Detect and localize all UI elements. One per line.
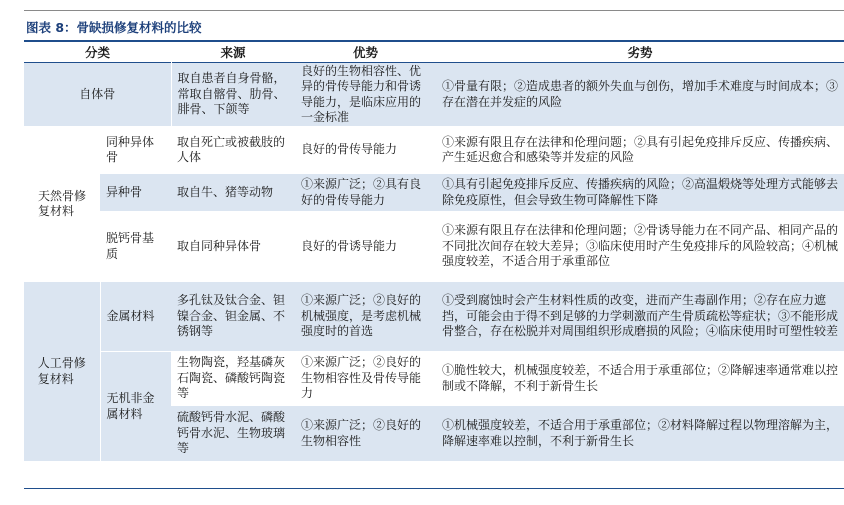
group-autologous: 自体骨 [24, 63, 171, 127]
cell-disadvantage: ①脆性较大，机械强度较差，不适合用于承重部位；②降解速率通常难以控制或不降解，不利于新骨生长 [436, 352, 844, 406]
cell-subcategory: 脱钙骨基质 [100, 212, 171, 282]
top-rule [24, 10, 844, 11]
figure-title: 图表 8：骨缺损修复材料的比较 [26, 20, 202, 35]
header-source: 来源 [171, 44, 295, 63]
cell-advantage: ①来源广泛；②良好的生物相容性及骨传导能力 [295, 352, 436, 406]
title-rule [24, 40, 844, 42]
group-natural: 天然骨修复材料 [24, 127, 100, 282]
cell-advantage: 良好的生物相容性、优异的骨传导能力和骨诱导能力，是临床应用的一金标准 [295, 63, 436, 127]
table-row [24, 63, 844, 127]
cell-source: 取自同种异体骨 [171, 212, 295, 282]
cell-advantage: ①来源广泛；②良好的机械强度，是考虑机械强度时的首选 [295, 282, 436, 352]
header-advantage: 优势 [295, 44, 436, 63]
cell-subcategory: 金属材料 [100, 282, 171, 352]
cell-disadvantage: ①来源有限且存在法律和伦理问题；②骨诱导能力在不同产品、相同产品的不同批次间存在较大差异；③临床使用时产生免疫排斥的风险较高；④机械强度较差，不适合用于承重部位 [436, 212, 844, 282]
cell-source: 取自患者自身骨骼，常取自髂骨、肋骨、 腓骨、下颌等 [171, 63, 295, 127]
cell-advantage: 良好的骨传导能力 [295, 127, 436, 174]
cell-disadvantage: ①受到腐蚀时会产生材料性质的改变，进而产生毒副作用；②存在应力遮挡，可能会由于得不到足够的力学刺激而产生骨质疏松等症状；③不能形成骨整合，存在松脱并对周围组织形成磨损的风险；④临床使用时可塑性较差 [436, 282, 844, 352]
cell-advantage: 良好的骨诱导能力 [295, 212, 436, 282]
cell-advantage: ①来源广泛；②良好的生物相容性 [295, 406, 436, 462]
cell-source: 取自牛、猪等动物 [171, 174, 295, 212]
table-row [24, 282, 844, 352]
cell-subcategory: 异种骨 [100, 174, 171, 212]
cell-subcategory: 同种异体骨 [100, 127, 171, 174]
cell-disadvantage: ①来源有限且存在法律和伦理问题；②具有引起免疫排斥反应、传播疾病、产生延迟愈合和感染等并发症的风险 [436, 127, 844, 174]
cell-disadvantage: ①机械强度较差，不适合用于承重部位；②材料降解过程以物理溶解为主，降解速率难以控制，不利于新骨生长 [436, 406, 844, 462]
cell-source: 硫酸钙骨水泥、磷酸钙骨水泥、生物玻璃等 [171, 406, 295, 462]
table-row [24, 212, 844, 282]
bottom-rule [24, 488, 844, 489]
cell-source: 取自死亡或被截肢的人体 [171, 127, 295, 174]
cell-source: 多孔钛及钛合金、钽镍合金、钽金属、不锈钢等 [171, 282, 295, 352]
table-row [24, 352, 844, 406]
group-artificial: 人工骨修复材料 [24, 282, 100, 462]
table-row [24, 127, 844, 174]
header-category: 分类 [24, 44, 171, 63]
comparison-table [24, 44, 844, 462]
table-row [24, 174, 844, 212]
cell-advantage: ①来源广泛；②具有良好的骨传导能力 [295, 174, 436, 212]
header-disadvantage: 劣势 [436, 44, 844, 63]
cell-source: 生物陶瓷，羟基磷灰石陶瓷、磷酸钙陶瓷等 [171, 352, 295, 406]
table-header-row [24, 44, 844, 63]
group-inorganic: 无机非金属材料 [100, 352, 171, 462]
cell-disadvantage: ①具有引起免疫排斥反应、传播疾病的风险；②高温煅烧等处理方式能够去除免疫原性，但会导致生物可降解性下降 [436, 174, 844, 212]
cell-disadvantage: ①骨量有限；②造成患者的额外失血与创伤，增加手术难度与时间成本；③存在潜在并发症的风险 [436, 63, 844, 127]
